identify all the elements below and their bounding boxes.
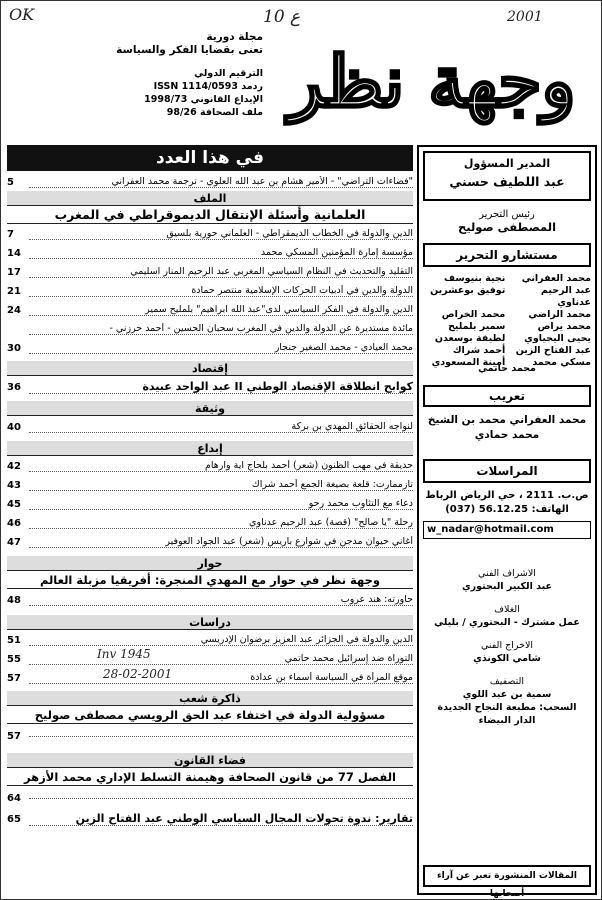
toc-entry[interactable]: حديقة في مهب الظنون (شعر) أحمد بلحاج آية وارهام 42 bbox=[7, 460, 413, 472]
handwritten-date: 28-02-2001 bbox=[103, 667, 173, 681]
section-title: إبداع bbox=[7, 441, 413, 456]
section-title: وثيقة bbox=[7, 401, 413, 416]
advisor-name: عبد الرحيم عدناوي bbox=[540, 285, 591, 308]
advisor-name: سمير بلمليح bbox=[448, 321, 506, 332]
correspondence-block bbox=[423, 489, 591, 539]
toc-entry[interactable]: التقليد والتحديث في النظام السياسي المغربي عبد الرحيم المنار اسليمي 17 bbox=[7, 266, 413, 278]
printer-name: السحب: مطبعة النجاح الجديدة bbox=[437, 702, 577, 713]
editor-label: رئيس التحرير bbox=[479, 209, 535, 220]
section-title: حوار bbox=[7, 556, 413, 571]
postal-address: ص.ب. 2111 ، حي الرياض الرباط bbox=[425, 490, 589, 501]
translators bbox=[423, 413, 591, 443]
toc-entry[interactable]: أغاني حيوان مدجن في شوارع باريس (شعر) عبد الجواد العوفير 47 bbox=[7, 536, 413, 548]
translator-names: محمد حمادي bbox=[474, 429, 540, 441]
director-label: المدير المسؤول bbox=[463, 157, 551, 170]
section-title: ذاكرة شعب bbox=[7, 691, 413, 706]
info-line: الإيداع القانوني 1998/73 bbox=[144, 94, 263, 105]
credit-name: عمل مشترك - البحتوري / بليلي bbox=[434, 617, 580, 628]
credit-name: شامي الكونذي bbox=[473, 653, 541, 664]
info-line: تعنى بقضايا الفكر والسياسة bbox=[116, 44, 263, 56]
toc-entry[interactable]: كوابح انطلاقة الإقتصاد الوطني II عبد الواحد عبيدة 36 bbox=[7, 380, 413, 393]
handwritten-note-left: OK bbox=[9, 5, 35, 24]
masthead-sidebar bbox=[417, 145, 597, 899]
handwritten-note-middle: ع 10 bbox=[263, 7, 301, 27]
editor-block bbox=[423, 209, 591, 234]
advisor-name: توفيق بوعشرين bbox=[430, 285, 506, 296]
director-box bbox=[423, 151, 591, 201]
info-line: مجلة دورية bbox=[206, 31, 263, 43]
section-title: إقتصاد bbox=[7, 361, 413, 376]
email-address[interactable]: w_nadar@hotmail.com bbox=[423, 521, 591, 539]
toc-entry[interactable]: تازممارت: قلعة بصيغة الجمع أحمد شراك 43 bbox=[7, 479, 413, 491]
section-subtitle: الفصل 77 من قانون الصحافة وهيمنة التسلط الإداري محمد الأزهر bbox=[7, 769, 413, 786]
section-subtitle: العلمانية وأسئلة الإنتقال الديموقراطي في المغرب bbox=[7, 207, 413, 224]
toc-entry[interactable]: موقع المرأة في السياسة أسماء بن عدادة 57 bbox=[7, 672, 413, 684]
contents-header: في هذا العدد bbox=[7, 145, 413, 171]
advisor-name: يحيى اليحياوي bbox=[524, 333, 591, 344]
toc-entry[interactable]: دعاء مع التثاوب محمد رحو 45 bbox=[7, 498, 413, 510]
advisor-name: لطيفة بوسعدن bbox=[434, 333, 506, 344]
advisors-label: مستشارو التحرير bbox=[423, 243, 591, 267]
toc-entry[interactable]: الدين والدولة في الخطاب الديمقراطي - العلماني حورية بلسيق 7 bbox=[7, 228, 413, 240]
section-title: الملف bbox=[7, 191, 413, 206]
handwritten-note-right: 2001 bbox=[507, 9, 543, 25]
toc-entry[interactable]: التوراة ضد إسرائيل محمد حاتمي 55 bbox=[7, 653, 413, 665]
credit-name: عبد الكبير البحتوري bbox=[461, 581, 553, 592]
toc-entry[interactable]: تقارير: ندوة تحولات المجال السياسي الوطني عبد الفتاح الزين 65 bbox=[7, 812, 413, 825]
toc-entry[interactable]: الدين والدولة في الفكر السياسي لدى"عبد الله ابراهيم" بلمليح سمير 24 bbox=[7, 304, 413, 316]
translator-names: محمد العفراني محمد بن الشيخ bbox=[427, 414, 587, 426]
advisor-name: أمينة المسعودي bbox=[431, 357, 506, 368]
toc-entry[interactable]: الدولة والدين في أدبيات الحركات الإسلامية منتصر حمادة 21 bbox=[7, 285, 413, 297]
phone-number: الهاتف: 56.12.25 (037) bbox=[445, 504, 569, 515]
handwritten-inventory-number: Inv 1945 bbox=[97, 647, 151, 661]
editor-name: المصطفى صوليح bbox=[457, 220, 557, 234]
advisor-name: محمد حاتمي bbox=[478, 363, 536, 374]
advisors-list bbox=[423, 273, 591, 369]
translation-label: تعريب bbox=[423, 385, 591, 407]
publication-info bbox=[31, 31, 263, 119]
advisor-name: أحمد شراك bbox=[452, 345, 506, 356]
info-line: ردمد ISSN 1114/0593 bbox=[153, 81, 263, 92]
advisor-name: محمد العفراني bbox=[521, 273, 591, 284]
correspondence-label: المراسلات bbox=[423, 459, 591, 483]
credit-label: الاشراف الفني bbox=[478, 568, 536, 579]
toc-entry[interactable]: 57 bbox=[7, 729, 413, 743]
disclaimer: المقالات المنشورة تعبر عن آراء أصحابها bbox=[423, 865, 591, 887]
toc-entry[interactable]: حاورته: هند عروب 48 bbox=[7, 594, 413, 606]
section-subtitle: وجهة نظر في حوار مع المهدي المنجرة: أفريقيا مزبلة العالم bbox=[7, 572, 413, 589]
credit-label: الاخراج الفني bbox=[480, 640, 534, 651]
advisor-name: محمد يراص bbox=[537, 321, 591, 332]
credits-block bbox=[423, 567, 591, 727]
advisor-name: عبد الفتاح الزين bbox=[515, 345, 591, 356]
toc-entry[interactable]: 64 bbox=[7, 791, 413, 805]
credit-name: سمية بن عبد اللوي bbox=[462, 689, 552, 700]
toc-entry[interactable]: مؤسسة إمارة المؤمنين المسكي محمد 14 bbox=[7, 247, 413, 259]
toc-entry[interactable]: رحلة "يا صالح" (قصة) عبد الرحيم عدناوي 46 bbox=[7, 517, 413, 529]
masthead-title: وجهة نظر bbox=[288, 40, 576, 123]
credit-label: التصفيف bbox=[489, 676, 525, 687]
toc-entry[interactable]: "فضاءات التراضي" - الأمير هشام بن عبد الله العلوي - ترجمة محمد العفراني 5 bbox=[7, 176, 413, 188]
director-name: عبد اللطيف حسني bbox=[449, 174, 565, 189]
toc-entry[interactable]: الدين والدولة في الجزائر عبد العزيز برضوان الإدريسي 51 bbox=[7, 634, 413, 646]
toc-entry[interactable]: مائدة مستديرة عن الدولة والدين في المغرب سحبان الحسين - أحمد حرزني - bbox=[7, 322, 413, 336]
info-line: الترقيم الدولي bbox=[194, 68, 263, 79]
toc-entry[interactable]: محمد العيادي - محمد الصغير جنجار 30 bbox=[7, 342, 413, 354]
credit-label: الغلاف bbox=[494, 604, 520, 615]
advisor-name: محمد الراضي bbox=[528, 309, 591, 320]
info-line: ملف الصحافة 98/26 bbox=[166, 107, 263, 118]
printer-city: الدار البيضاء bbox=[478, 715, 536, 726]
section-title: فضاء القانون bbox=[7, 753, 413, 768]
advisor-name: مسكي محمد bbox=[532, 357, 591, 368]
toc-entry[interactable]: لنواجه الحقائق المهدي بن بركة 40 bbox=[7, 421, 413, 433]
section-subtitle: مسؤولية الدولة في اختفاء عبد الحق الرويسي مصطفى صوليح bbox=[7, 707, 413, 724]
advisor-name: محمد الخراص bbox=[441, 309, 506, 320]
advisor-name: نجية بنيوسف bbox=[444, 273, 506, 284]
section-title: دراسات bbox=[7, 615, 413, 630]
